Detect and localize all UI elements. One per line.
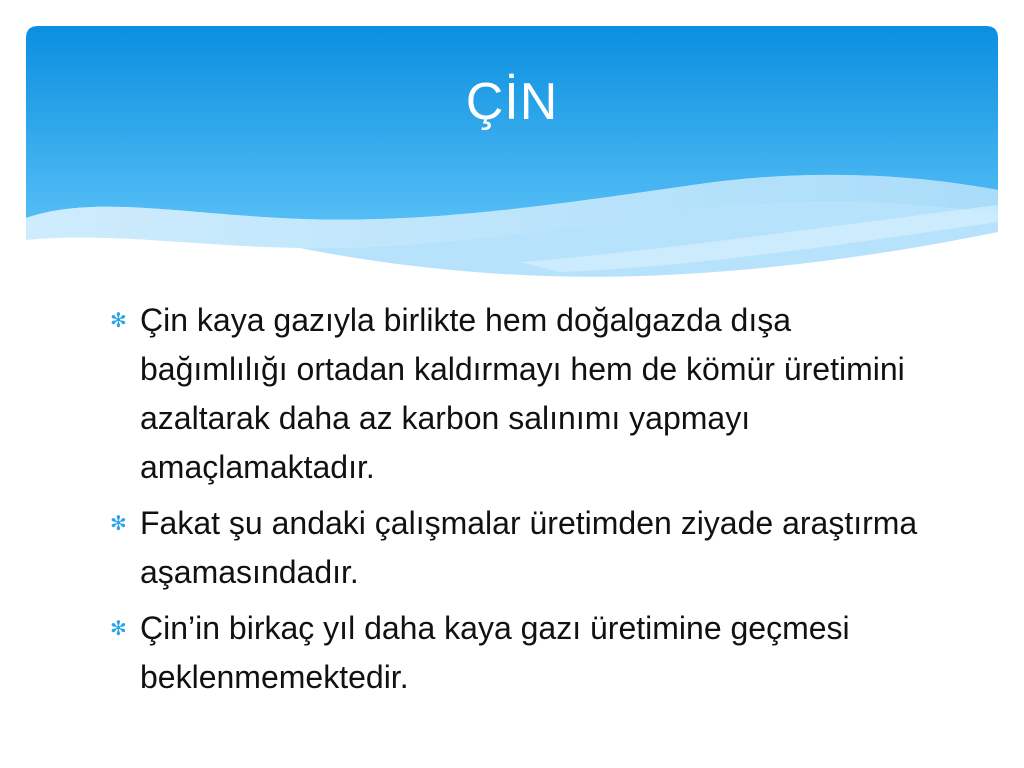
bullet-item bbox=[110, 604, 930, 702]
asterisk-bullet-icon: ✻ bbox=[110, 308, 127, 332]
bullet-item bbox=[110, 499, 930, 597]
bullet-text: Fakat şu andaki çalışmalar üretimden ziyade araştırma aşamasındadır. bbox=[140, 505, 918, 590]
bullet-item bbox=[110, 296, 930, 492]
asterisk-bullet-icon: ✻ bbox=[110, 616, 127, 640]
bullet-list bbox=[110, 296, 930, 709]
bullet-text: Çin’in birkaç yıl daha kaya gazı üretimine geçmesi beklenmemektedir. bbox=[140, 610, 850, 695]
asterisk-bullet-icon: ✻ bbox=[110, 511, 127, 535]
bullet-text: Çin kaya gazıyla birlikte hem doğalgazda dışa bağımlılığı ortadan kaldırmayı hem de kömür üretimini azaltarak daha az karbon salınımı yapmayı amaçlamaktadır. bbox=[140, 302, 905, 485]
slide-title: ÇİN bbox=[465, 73, 559, 131]
header-wave-banner bbox=[0, 0, 1024, 300]
